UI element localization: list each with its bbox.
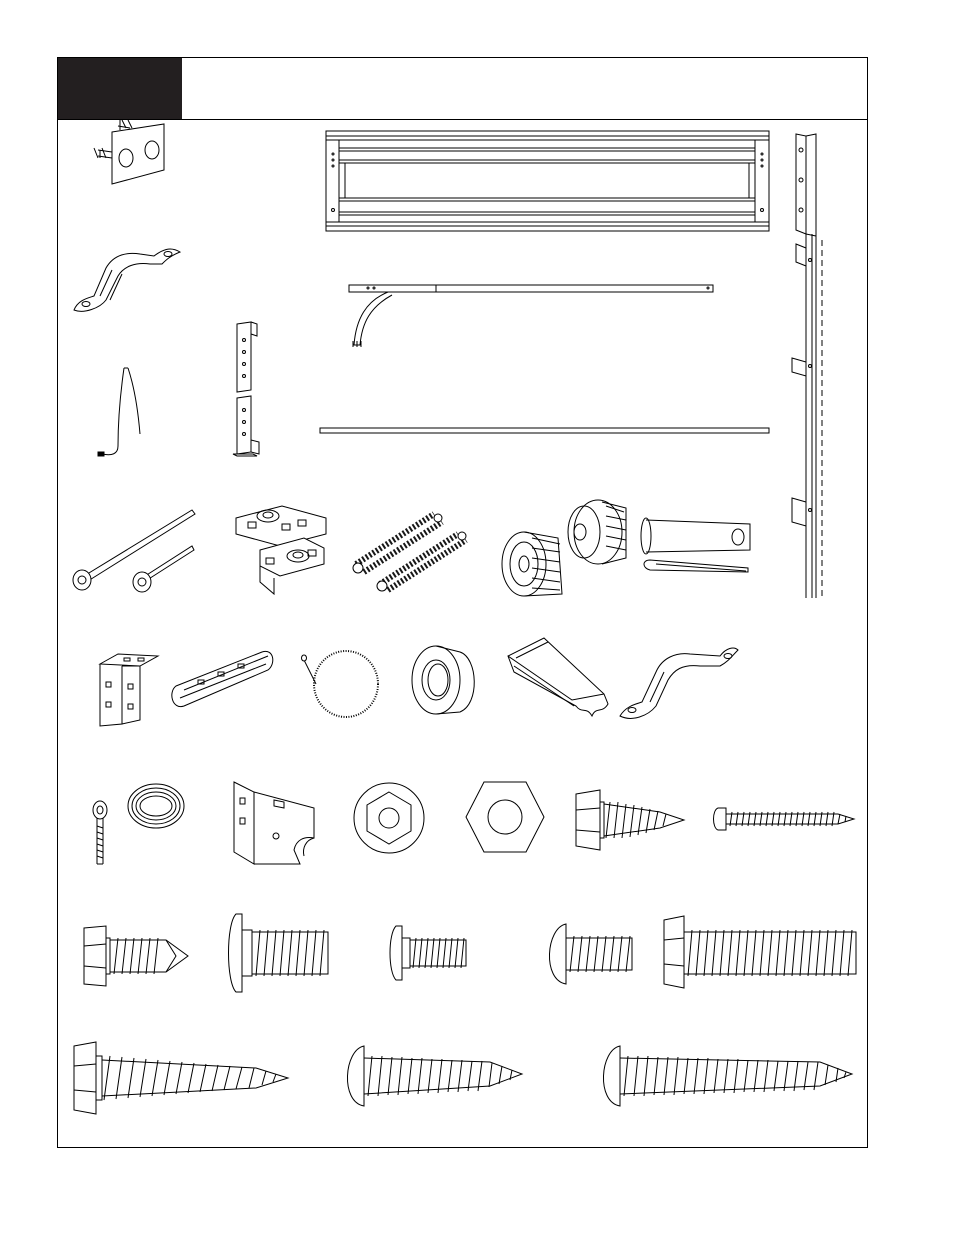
clevis-pin-and-cotter-icon — [638, 514, 754, 582]
hex-nut-icon — [464, 780, 546, 854]
top-fixture-bracket-icon — [231, 320, 263, 458]
strut-icon — [170, 646, 278, 710]
jamb-bracket-icon — [98, 644, 162, 730]
track-bolt-icon — [540, 920, 636, 988]
torsion-spring-icon — [350, 508, 475, 592]
end-bearing-plate-icon — [230, 498, 330, 598]
vertical-track-icon — [788, 130, 828, 602]
hex-head-bolt-icon — [660, 912, 860, 992]
carriage-bolt-icon — [224, 910, 332, 996]
lift-handle-icon — [70, 240, 185, 315]
eye-bolt-and-rope-icon — [86, 776, 190, 870]
step-plate-with-bolts-icon — [92, 120, 172, 190]
cable-drum-icon — [498, 494, 630, 602]
long-truss-head-screw-icon — [596, 1042, 856, 1110]
header-block — [58, 58, 182, 119]
outside-handle-icon — [616, 642, 740, 724]
curved-track-icon — [348, 283, 716, 349]
truss-head-screw-icon — [340, 1042, 526, 1110]
weather-seal-icon — [504, 636, 612, 720]
garage-door-section-icon — [325, 130, 770, 232]
hex-lag-screw-icon — [572, 784, 690, 856]
bearing-icon — [408, 640, 482, 720]
large-hex-lag-screw-icon — [70, 1038, 292, 1118]
header-divider — [58, 119, 867, 120]
self-drilling-screw-icon — [80, 922, 192, 990]
torsion-shaft-icon — [70, 506, 198, 596]
small-carriage-bolt-icon — [388, 924, 470, 982]
steel-rod-icon — [319, 426, 771, 436]
wood-screw-icon — [712, 804, 858, 834]
center-bearing-bracket-icon — [230, 778, 320, 868]
washer-icon — [352, 780, 426, 856]
lift-cable-icon — [296, 648, 382, 720]
rope-icon — [96, 366, 148, 460]
